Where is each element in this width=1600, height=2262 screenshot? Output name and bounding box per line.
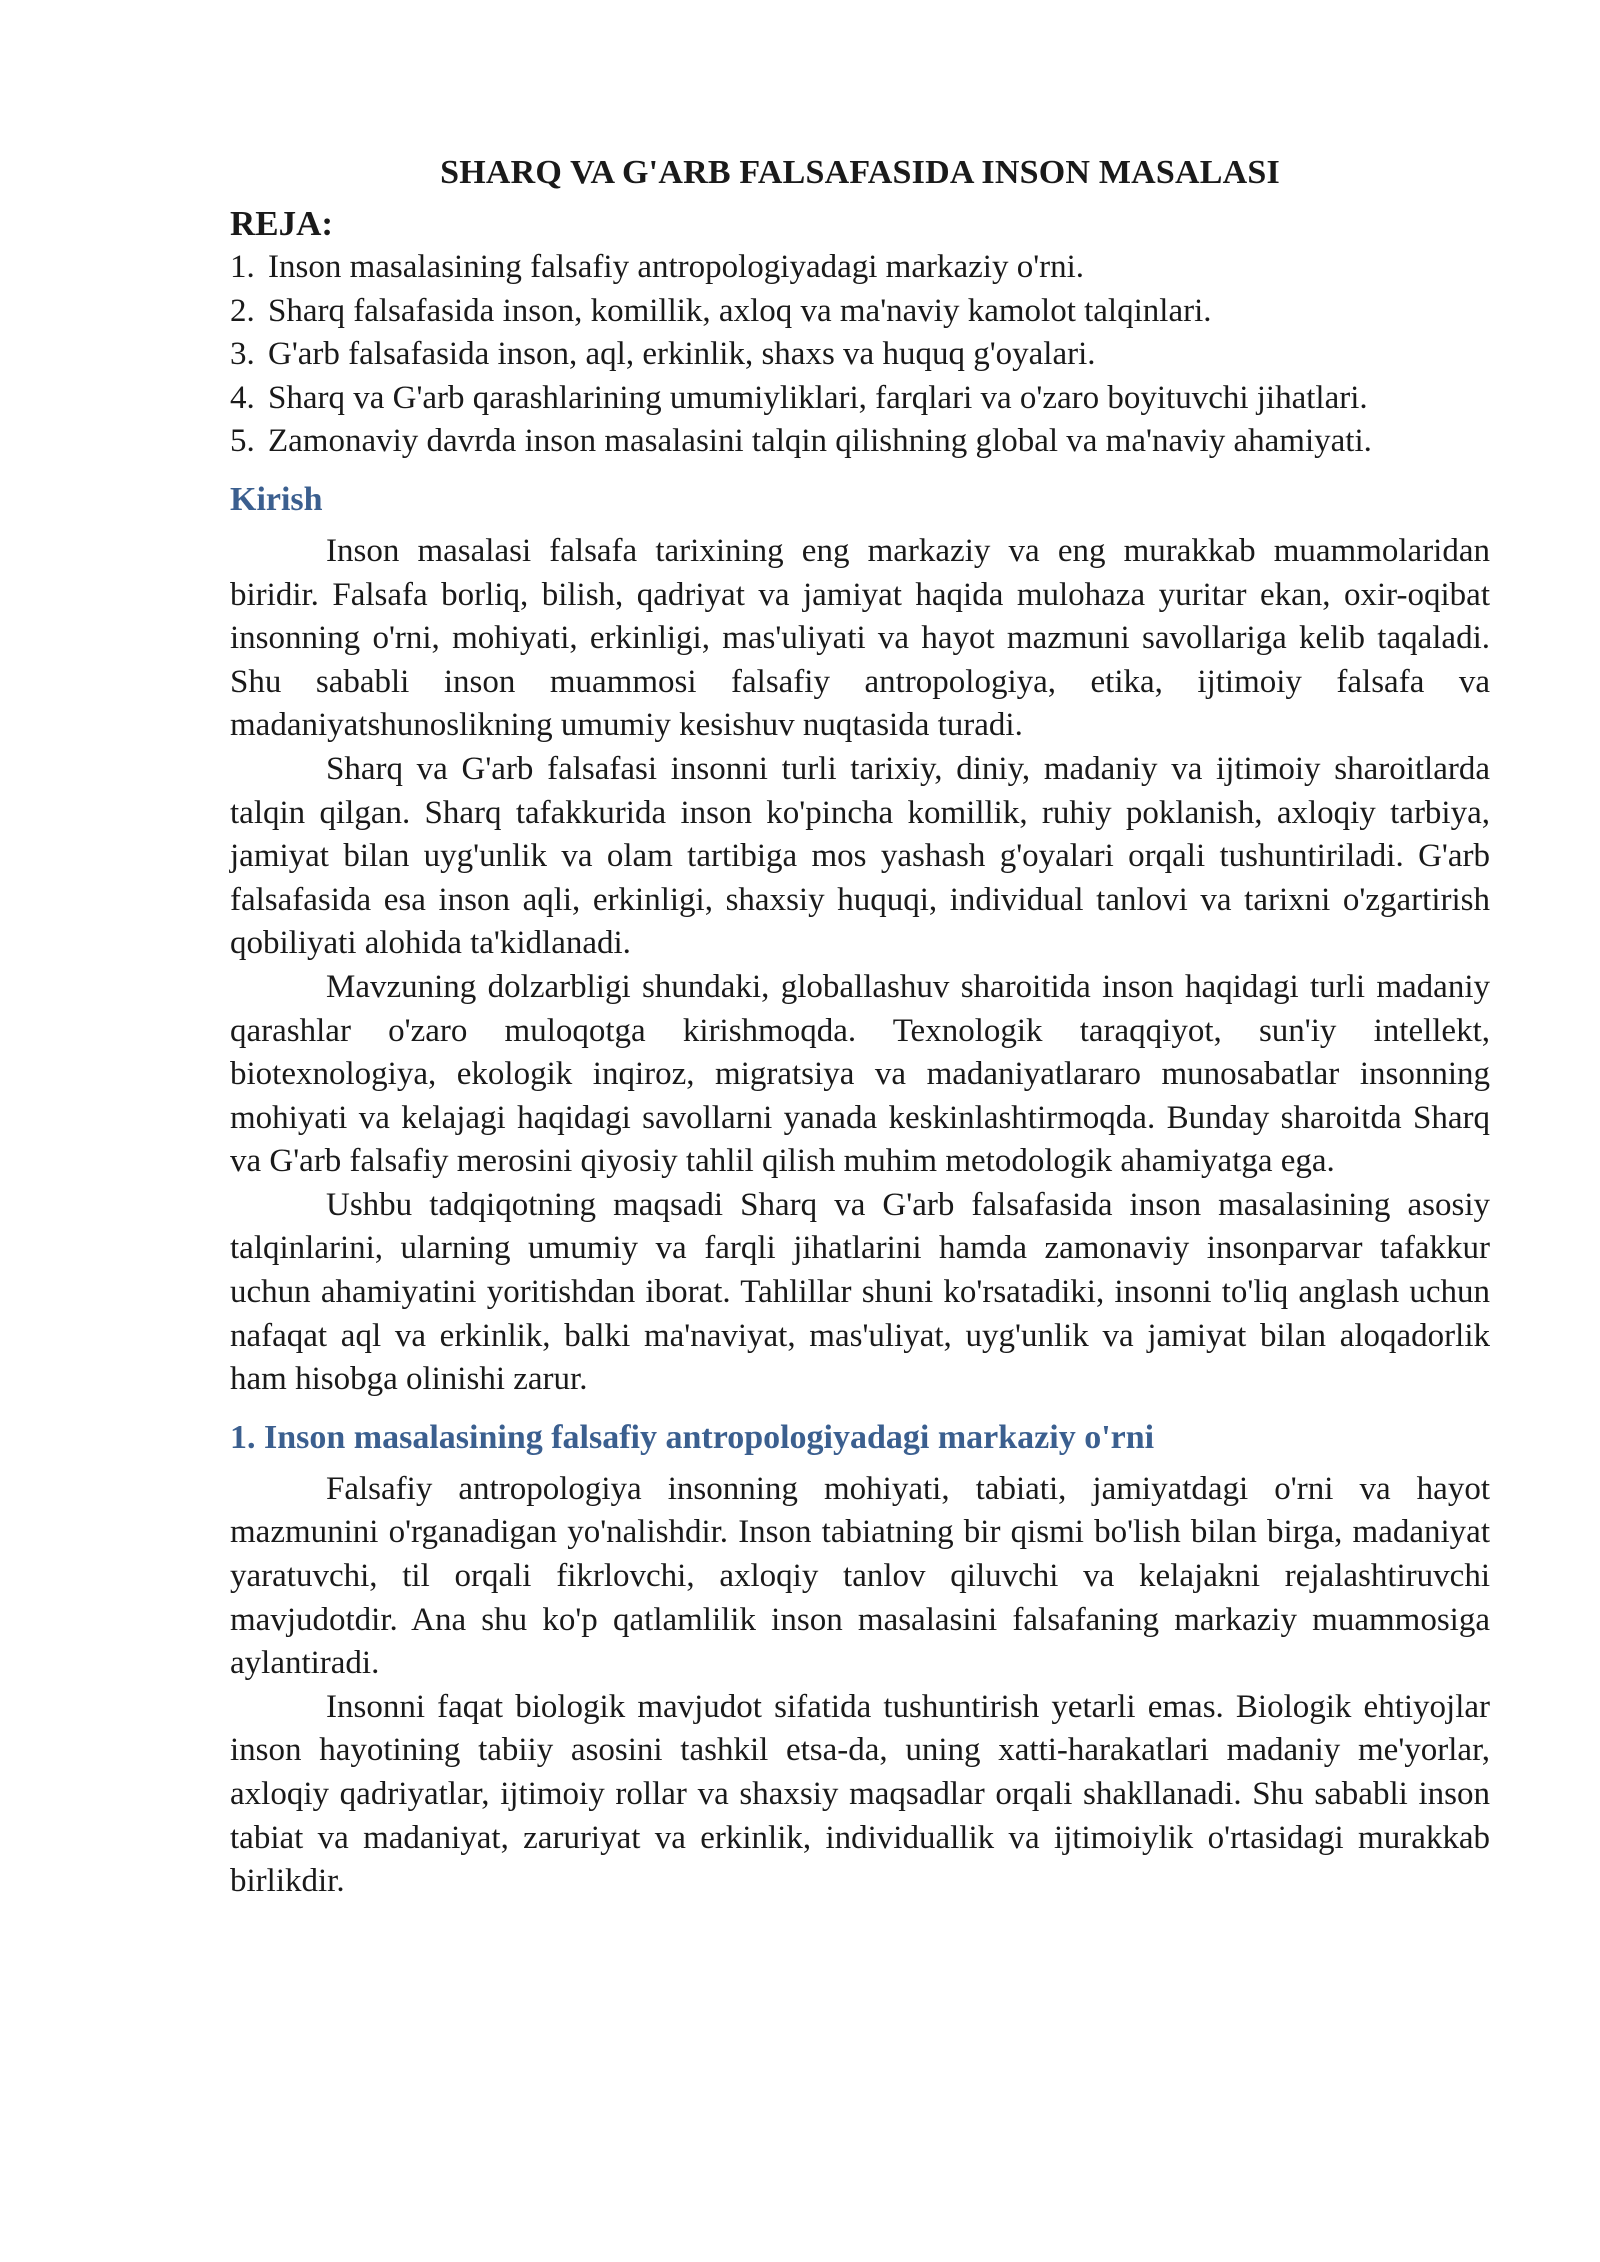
plan-item-number: 1. — [230, 249, 255, 285]
intro-paragraph: Sharq va G'arb falsafasi insonni turli tarixiy, diniy, madaniy va ijtimoiy sharoitlarda talqin qilgan. Sharq tafakkurida inson ko'pincha komillik, ruhiy poklanish, axloqiy tarbiya, jamiyat bilan uyg'unlik va olam tartibiga mos yashash g'oyalari orqali tushuntiriladi. G'arb falsafasida esa inson aqli, erkinligi, shaxsiy huquqi, individual tanlovi va tarixni o'zgartirish qobiliyati alohida ta'kidlanadi. — [230, 750, 1490, 962]
plan-item-text: G'arb falsafasida inson, aql, erkinlik, shaxs va huquq g'oyalari. — [268, 336, 1096, 373]
plan-section — [230, 202, 1490, 464]
plan-item-number: 2. — [230, 292, 255, 329]
intro-paragraph: Ushbu tadqiqotning maqsadi Sharq va G'arb falsafasida inson masalasining asosiy talqinlarini, ularning umumiy va farqli jihatlarini hamda zamonaviy insonparvar tafakkur uchun ahamiyatini yoritishdan iborat. Tahlillar shuni ko'rsatadiki, insonni to'liq anglash uchun nafaqat aql va erkinlik, balki ma'naviyat, mas'uliyat, uyg'unlik va jamiyat bilan aloqadorlik ham hisobga olinishi zarur. — [230, 1186, 1490, 1398]
plan-item — [230, 377, 1490, 421]
intro-section — [230, 478, 1490, 1402]
section-1 — [230, 1416, 1490, 1904]
plan-item — [230, 290, 1490, 334]
plan-item — [230, 420, 1490, 464]
document-page — [230, 150, 1490, 1904]
intro-heading: Kirish — [230, 480, 323, 518]
plan-heading: REJA: — [230, 204, 334, 243]
plan-item — [230, 246, 1490, 290]
plan-item-text: Zamonaviy davrda inson masalasini talqin qilishning global va ma'naviy ahamiyati. — [268, 423, 1372, 460]
section-1-paragraph: Falsafiy antropologiya insonning mohiyati, tabiati, jamiyatdagi o'rni va hayot mazmunini o'rganadigan yo'nalishdir. Inson tabiatning bir qismi bo'lish bilan birga, madaniyat yaratuvchi, til orqali fikrlovchi, axloqiy tanlov qiluvchi va kelajakni rejalashtiruvchi mavjudotdir. Ana shu ko'p qatlamlilik inson masalasini falsafaning markaziy muammosiga aylantiradi. — [230, 1470, 1490, 1682]
section-1-paragraph: Insonni faqat biologik mavjudot sifatida tushuntirish yetarli emas. Biologik ehtiyojlar inson hayotining tabiiy asosini tashkil etsa-da, uning xatti-harakatlari madaniy me'yorlar, axloqiy qadriyatlar, ijtimoiy rollar va shaxsiy maqsadlar orqali shakllanadi. Shu sababli inson tabiat va madaniyat, zaruriyat va erkinlik, individuallik va ijtimoiylik o'rtasidagi murakkab birlikdir. — [230, 1688, 1490, 1900]
plan-item-text: Inson masalasining falsafiy antropologiyadagi markaziy o'rni. — [268, 249, 1085, 285]
plan-item-text: Sharq va G'arb qarashlarining umumiyliklari, farqlari va o'zaro boyituvchi jihatlari. — [268, 379, 1368, 416]
intro-paragraph: Inson masalasi falsafa tarixining eng markaziy va eng murakkab muammolaridan biridir. Falsafa borliq, bilish, qadriyat va jamiyat haqida mulohaza yuritar ekan, oxir-oqibat insonning o'rni, mohiyati, erkinligi, mas'uliyati va hayot mazmuni savollariga kelib taqaladi. Shu sababli inson muammosi falsafiy antropologiya, etika, ijtimoiy falsafa va madaniyatshunoslikning umumiy kesishuv nuqtasida turadi. — [230, 532, 1490, 744]
plan-item-text: Sharq falsafasida inson, komillik, axloq va ma'naviy kamolot talqinlari. — [268, 292, 1212, 329]
plan-item — [230, 333, 1490, 377]
section-1-heading: 1. Inson masalasining falsafiy antropologiyadagi markaziy o'rni — [230, 1418, 1155, 1456]
plan-item-number: 4. — [230, 379, 255, 416]
plan-item-number: 3. — [230, 336, 255, 373]
plan-item-number: 5. — [230, 423, 255, 460]
document-title: SHARQ VA G'ARB FALSAFASIDA INSON MASALASI — [440, 154, 1280, 191]
plan-list — [230, 246, 1490, 464]
intro-paragraph: Mavzuning dolzarbligi shundaki, globallashuv sharoitida inson haqidagi turli madaniy qarashlar o'zaro muloqotga kirishmoqda. Texnologik taraqqiyot, sun'iy intellekt, biotexnologiya, ekologik inqiroz, migratsiya va madaniyatlararo munosabatlar insonning mohiyati va kelajagi haqidagi savollarni yanada keskinlashtirmoqda. Bunday sharoitda Sharq va G'arb falsafiy merosini qiyosiy tahlil qilish muhim metodologik ahamiyatga ega. — [230, 968, 1490, 1180]
